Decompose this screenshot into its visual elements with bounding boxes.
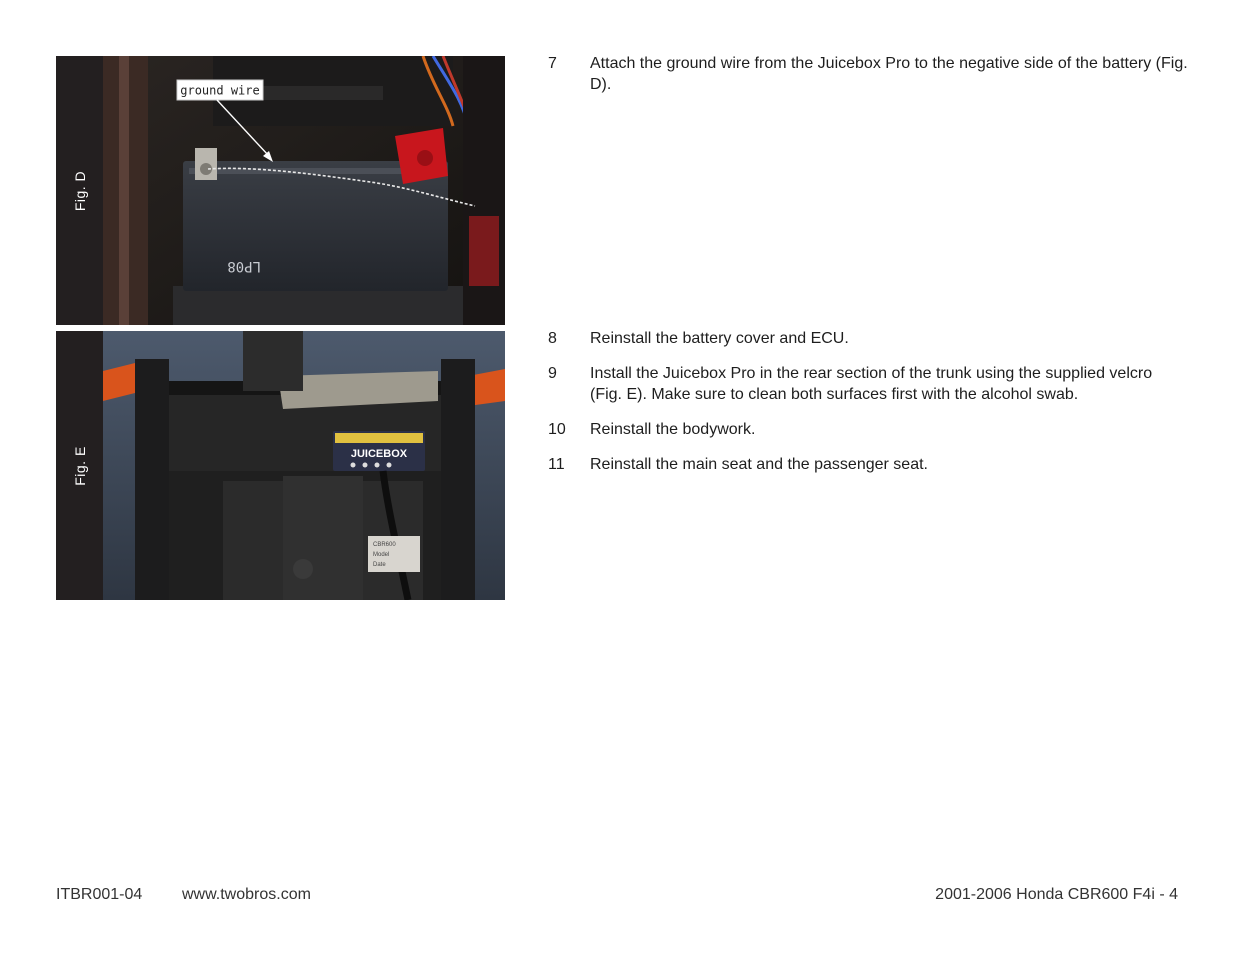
fig-e-label-bar [56, 331, 103, 600]
fig-e-label: Fig. E [71, 445, 88, 486]
figure-e [56, 331, 505, 600]
fig-d-label: Fig. D [71, 170, 88, 211]
fig-d-photo [103, 56, 505, 325]
figure-d [56, 56, 505, 325]
sticker-line-2: Model [373, 552, 390, 558]
trunk-photo [103, 331, 505, 600]
ground-wire-callout: ground wire [180, 83, 260, 98]
step-text: Attach the ground wire from the Juicebox Pro to the negative side of the battery (Fig. D). [590, 55, 1188, 93]
battery-photo [103, 56, 505, 325]
step-number: 8 [548, 330, 557, 347]
step-text: Reinstall the main seat and the passenger seat. [590, 456, 928, 473]
step-number: 10 [548, 421, 566, 438]
step-11 [548, 454, 1188, 475]
sticker-line-1: CBR600 [373, 542, 396, 548]
step-9 [548, 363, 1188, 405]
step-10 [548, 419, 1188, 440]
step-number: 7 [548, 55, 557, 72]
juicebox-label: JUICEBOX [350, 448, 408, 460]
step-8 [548, 328, 1188, 349]
battery-marking: LP08 [227, 258, 261, 274]
website-link[interactable]: www.twobros.com [182, 886, 311, 903]
step-number: 9 [548, 365, 557, 382]
sticker-line-3: Date [373, 562, 386, 568]
fig-e-photo [103, 331, 505, 600]
step-text: Reinstall the bodywork. [590, 421, 756, 438]
step-number: 11 [548, 456, 565, 473]
document-code: ITBR001-04 [56, 886, 143, 903]
step-text: Install the Juicebox Pro in the rear section of the trunk using the supplied velcro (Fig. E). Make sure to clean both surfaces first with the alcohol swab. [590, 365, 1153, 403]
model-page-number: 2001-2006 Honda CBR600 F4i - 4 [935, 886, 1178, 903]
step-text: Reinstall the battery cover and ECU. [590, 330, 849, 347]
step-7 [548, 53, 1188, 95]
fig-d-label-bar [56, 56, 103, 325]
